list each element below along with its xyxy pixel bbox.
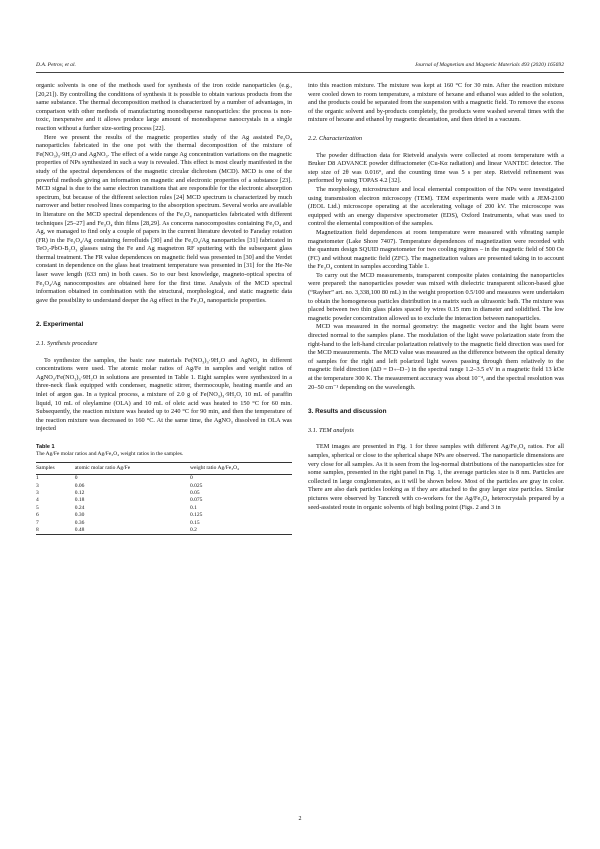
table-row: 7 0.36 0.15 (36, 519, 200, 526)
paragraph: The morphology, microstructure and local elemental composition of the NPs were investigated using transmission electron microscopy (TEM). TEM experiments were made with a JEM-2100 (JEOL Ltd.) microscope operating at the accelerating voltage of 200 kV. The microscope was equipped with an energy dispersive spectrometer (EDS), Oxford Instruments, what was used to control the elemental composition of the samples. (308, 185, 564, 228)
subsection-heading: 3.1. TEM analysis (308, 426, 354, 434)
header-authors: D.A. Petrov, et al. (36, 62, 76, 68)
paragraph: To synthesize the samples, the basic raw materials Fe(NO₃)₃·9H₂O and AgNO₃ in different concentrations were used. The atomic molar ratios of Ag/Fe in samples and weight ratios of AgNO₃/Fe(NO₃)₃·9H₂O in solutions are presented in Table 1. Eight samples were synthesized in a three-neck flask equipped with condenser, magnetic stirrer, thermocouple, heating mantle and an inlet of argon gas. In a typical process, a mixture of 2.0 g of Fe(NO₃)₃·9H₂O, 10 mL of paraffin liquid, 10 mL of oleylamine (OLA) and 10 mL of oleic acid was heated to 150 °C for 60 min. Subsequently, the reaction mixture was heated up to 240 °C for 90 min, and then the temperature of the reaction mixture was decreased to 160 °C. At the same time, the AgNO₃ dissolved in OLA was injected (36, 356, 292, 433)
paragraph: To carry out the MCD measurements, transparent composite plates containing the nanoparticles were prepared: the nanoparticles powder was mixed with dielectric transparent silicon-based glue (“Rayher” art. no. 3,338,100 80 mL) in the weight proportion 0.5/100 and measures were undertaken to obtain the homogeneous particles distribution in a matrix such as ultrasonic bath. The mixture was placed between two thin glass plates spaced by wires 0.15 mm in diameter and solidified. The low magnetic powder concentration allowed us to exclude the interaction between nanoparticles. (308, 271, 564, 322)
paragraph: organic solvents is one of the methods used for synthesis of the iron oxide nanoparticles (e.g., [20,21]). By controlling the conditions of synthesis it is possible to obtain various products from the same substance. The thermal decomposition method is characterized by a number of advantages, in comparison with other methods of manufacturing monodisperse nanoparticles: the process is non-toxic, inexpensive and it allows produce large amount of monodisperse nanocrystals in a single reaction without a further size-sorting process [22]. (36, 82, 292, 132)
table-row: 1 0 0 (36, 475, 193, 482)
paragraph: TEM images are presented in Fig. 1 for three samples with different Ag/Fe₃O₄ ratios. For all samples, spherical or close to the spherical shape NPs are observed. The nanoparticle dimensions are very close for all samples. As it is seen from the log-normal distributions of the nanoparticles size for some samples, presented in the right panel in Fig. 1, the average particles size is 8 nm. Particles are collected in large conglomerates, as it will be shown below. Most of the particles are gray in color. There are also dark particles looking as if they are attached to the gray larger size particles. Similar pictures were observed by Tancredi with co-workers for the Ag/Fe₃O₄ heterocrystals prepared by a seed-assisted route in organic solvents of high boiling point (Figs. 2 and 3 in (308, 443, 564, 511)
table-caption: The Ag/Fe molar ratios and Ag/Fe₃O₄ weight ratios in the samples. (36, 451, 184, 458)
table-row: 5 0.24 0.1 (36, 504, 197, 511)
table-row: 3 0.06 0.025 (36, 482, 203, 489)
subsection-heading: 2.2. Characterization (308, 134, 363, 142)
table-header: weight ratio Ag/Fe₃O₄ (190, 462, 292, 474)
paragraph: The powder diffraction data for Rietveld analysis were collected at room temperature with a Bruker D8 ADVANCE powder diffractometer (Cu-Kα radiation) and linear VANTEC detector. The step size of 2θ was 0.016°, and the counting time was 5 s per step. Rietveld refinement was performed by using TOPAS 4.2 [32]. (308, 151, 564, 185)
header-journal: Journal of Magnetism and Magnetic Materials 493 (2020) 165692 (414, 62, 564, 68)
table-header: Samples (36, 462, 75, 474)
table (36, 462, 292, 536)
left-column (36, 82, 292, 535)
paragraph: Magnetization field dependences at room temperature were measured with vibrating sample magnetometer (Lake Shore 7407). Temperature dependences of magnetization were recorded with the quantum design SQUID magnetometer for two cooling regimes – in the magnetic field of 500 Oe (FC) and without magnetic field (ZFC). The magnetization values are presented taking in to account the Fe₃O₄ content in samples according Table 1. (308, 228, 564, 271)
page-number: 2 (298, 816, 302, 822)
paragraph: MCD was measured in the normal geometry: the magnetic vector and the light beam were directed normal to the samples plane. The modulation of the light wave polarization state from the right-hand to the left-hand circular polarization relatively to the magnetic field direction was used for the MCD measurements. The MCD value was measured as the difference between the optical density of samples for the right and left polarized light waves passing through them relatively to the magnetic field direction (ΔD = D₊–D₋) in the spectral range 1.2–3.5 eV in a magnetic field 13 kOe at the temperature 300 K. The measurement accuracy was about 10⁻⁴, and the spectral resolution was 20–50 cm⁻¹ depending on the wavelength. (308, 323, 564, 391)
table-title: Table 1 (36, 443, 55, 450)
table-row: 6 0.30 0.125 (36, 512, 203, 519)
running-header (36, 62, 564, 73)
table-row: 4 0.18 0.075 (36, 497, 203, 504)
paragraph: into this reaction mixture. The mixture was kept at 160 °C for 30 min. After the reaction mixture were cooled down to room temperature, a mixture of hexane and ethanol was added to the solution, and the products could be separated from the suspension with a magnetic field. To remove the excess of the organic solvent and by-products completely, the products were washed several times with the mixture of hexane and ethanol by magnetic decantation, and then dried in a vacuum. (308, 82, 564, 124)
table-header: atomic molar ratio Ag/Fe (75, 462, 190, 474)
table-row: 3 0.12 0.05 (36, 490, 200, 496)
section-heading: 2. Experimental (36, 321, 84, 329)
paragraph: Here we present the results of the magnetic properties study of the Ag assisted Fe₃O₄ nanoparticles fabricated in the one pot with the thermal decomposition of the mixture of Fe(NO₃)₃·9H₂O and AgNO₃. The effect of a wide range Ag concentration variations on the magnetic properties of NPs synthesized in such a way is revealed. This effect is most clearly manifested in the study of the spectral dependences of the magnetic circular dichroism (MCD). MCD is one of the powerful methods giving an information on magnetic and electronic properties of a substance [23]. MCD signal is due to the same electron transitions that are responsible for the electronic absorption spectrum, but because of the different selection rules [24] MCD spectrum is characterized by much narrower and better resolved lines comparing to the absorption spectrum. Several works are available in literature on the MCD spectral dependences of the Fe₃O₄ nanoparticles fabricated with different techniques [25–27] and Fe₃O₄ thin films [28,29]. As concerns nanocomposites containing Fe₃O₄ and Ag, we managed to find only a couple of papers in the current literature devoted to Faraday rotation (FR) in the Fe₃O₄/Ag containing ferrofluids [30] and the Fe₃O₄/Ag nanoparticles [31] fabricated in TeO₂-PbO-B₂O₃ glasses using the Fe and Ag magnetron RF sputtering with the subsequent glass thermal treatment. The FR value dependences on magnetic field was presented in [30] and the Verdet constant in dependence on the glass heat treatment temperature was presented in [31] for the He-Ne laser wave length (633 nm) in both cases. So to our best knowledge, magneto-optical spectra of Fe₃O₄/Ag nanocomposites are obtained here for the first time. Analysis of the MCD spectral information obtained in combination with the structural, morphological, and static magnetic data gave the possibility to understand deeper the Ag effect in the Fe₃O₄ nanoparticle properties. (36, 133, 292, 304)
section-heading: 3. Results and discussion (308, 408, 387, 416)
right-column (308, 82, 564, 512)
subsection-heading: 2.1. Synthesis procedure (36, 340, 98, 348)
table-1 (36, 444, 292, 535)
table-row: 8 0.48 0.2 (36, 527, 292, 535)
